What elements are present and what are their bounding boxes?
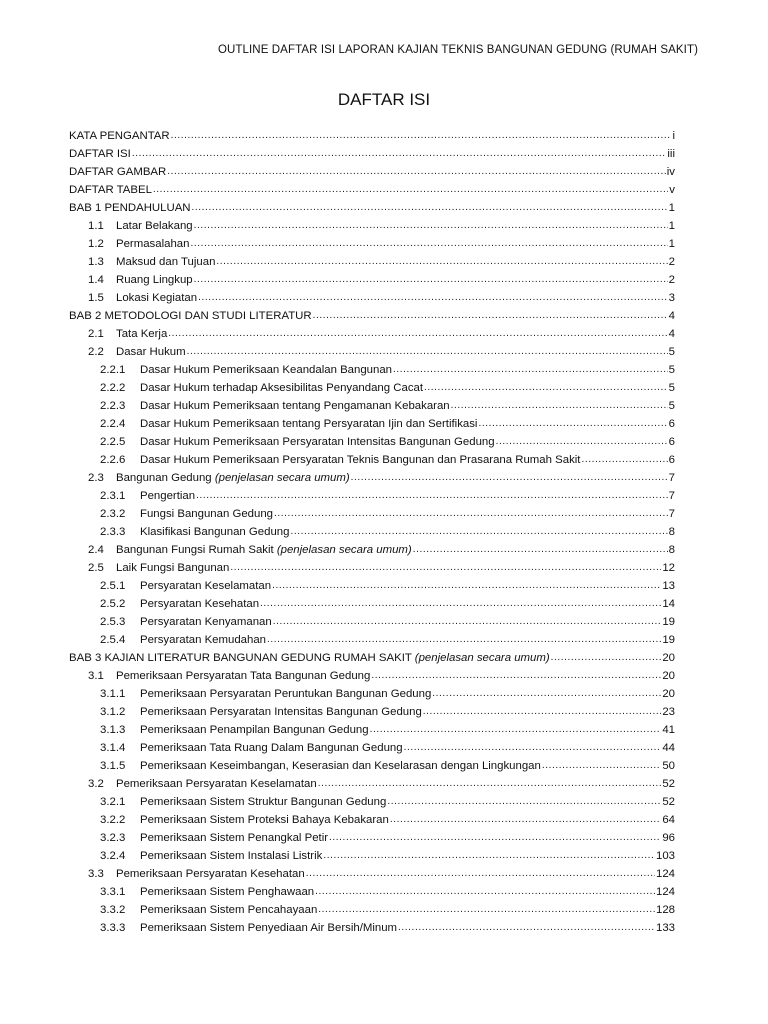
toc-entry-title-text: Laik Fungsi Bangunan [116,562,230,574]
toc-entry[interactable] [69,652,675,670]
toc-entry-title-text: Dasar Hukum Pemeriksaan Persyaratan Intensitas Bangunan Gedung [140,436,495,448]
toc-entry-title-text: Pemeriksaan Sistem Instalasi Listrik [140,850,323,862]
toc-entry-page-number: 6 [668,454,675,466]
toc-entry-number: 1.1 [88,220,104,232]
toc-entry-number: 2.5.4 [100,634,126,646]
toc-entry[interactable] [69,922,675,940]
toc-entry-page-number: 5 [668,382,675,394]
toc-entry-number: 2.2.2 [100,382,126,394]
toc-entry-title [140,886,314,898]
dot-leader [387,796,661,807]
toc-entry-number: 3.1.1 [100,688,126,700]
toc-entry-title-text: Dasar Hukum Pemeriksaan tentang Persyaratan Ijin dan Sertifikasi [140,418,478,430]
toc-entry-page-number: 7 [668,472,675,484]
dot-leader [542,760,661,771]
toc-entry-title-text: Persyaratan Keselamatan [140,580,272,592]
dot-leader [370,724,662,735]
toc-entry-page-number: 14 [662,598,675,610]
toc-entry-title-text: Pemeriksaan Persyaratan Keselamatan [116,778,317,790]
toc-entry[interactable] [69,580,675,598]
toc-entry-page-number: 52 [662,778,675,790]
toc-entry-number: 3.2.3 [100,832,126,844]
toc-entry-title [140,814,389,826]
toc-entry-number: 2.2 [88,346,104,358]
toc-entry-page-number: 12 [662,562,675,574]
toc-entry-title [140,742,403,754]
page-title: DAFTAR ISI [337,90,431,109]
toc-entry-page-number: 5 [668,364,675,376]
toc-entry-title [140,922,397,934]
toc-entry-title [69,184,152,196]
toc-entry-page-number: 20 [662,688,675,700]
toc-entry[interactable] [69,526,675,544]
toc-entry-title [116,274,193,286]
toc-entry[interactable] [69,796,675,814]
toc-entry[interactable] [69,508,675,526]
dot-leader [315,886,655,897]
toc-entry[interactable] [69,148,675,166]
toc-entry-number: 2.2.5 [100,436,126,448]
dot-leader [398,922,655,933]
toc-entry-title [69,310,312,322]
toc-entry-number: 2.2.6 [100,454,126,466]
toc-entry-title [140,634,266,646]
toc-entry-title [140,850,322,862]
dot-leader [413,544,668,555]
toc-entry-page-number: 64 [662,814,675,826]
toc-entry[interactable] [69,418,675,436]
toc-entry-number: 2.5 [88,562,104,574]
toc-entry-title-text: Pemeriksaan Sistem Pencahayaan [140,904,318,916]
dot-leader [192,202,668,213]
toc-entry-page-number: iv [666,166,675,178]
toc-entry-title-text: Pemeriksaan Sistem Proteksi Bahaya Kebakaran [140,814,389,826]
toc-entry-number: 3.3 [88,868,104,880]
toc-entry-title [116,346,186,358]
toc-entry-number: 3.3.1 [100,886,126,898]
toc-entry-title [116,256,215,268]
toc-entry-title [140,526,289,538]
toc-entry-page-number: 20 [662,670,675,682]
toc-entry[interactable] [69,544,675,562]
toc-entry-title-text: DAFTAR GAMBAR [69,166,167,178]
toc-entry-page-number: 124 [655,886,675,898]
dot-leader [260,598,661,609]
toc-entry[interactable] [69,292,675,310]
toc-entry-number: 3.1.5 [100,760,126,772]
toc-entry-title [140,454,580,466]
dot-leader [171,130,672,141]
toc-entry[interactable] [69,562,675,580]
dot-leader [198,292,668,303]
toc-entry-title [140,688,431,700]
toc-entry-title [140,508,273,520]
toc-entry-number: 2.5.2 [100,598,126,610]
toc-entry-number: 3.1.4 [100,742,126,754]
dot-leader [272,580,661,591]
toc-entry-page-number: 7 [668,508,675,520]
dot-leader [290,526,667,537]
toc-entry-page-number: 41 [662,724,675,736]
dot-leader [194,274,668,285]
toc-entry-title [140,418,477,430]
dot-leader [323,850,655,861]
toc-entry-note: (penjelasan secara umum) [214,472,350,484]
toc-entry-title-text: Persyaratan Kemudahan [140,634,267,646]
toc-entry-title-text: DAFTAR TABEL [69,184,152,196]
toc-entry-page-number: 13 [662,580,675,592]
toc-entry-title-text: Bangunan Fungsi Rumah Sakit [116,544,277,556]
toc-entry-title [69,652,550,664]
toc-entry-title [140,400,450,412]
toc-entry-title [140,904,317,916]
toc-entry-number: 2.5.1 [100,580,126,592]
dot-leader [187,346,668,357]
toc-entry[interactable] [69,400,675,418]
dot-leader [274,508,668,519]
toc-entry-page-number: 23 [662,706,675,718]
dot-leader [194,220,668,231]
toc-entry-title [116,562,229,574]
toc-entry-page-number: 103 [655,850,675,862]
toc-entry-title [116,868,305,880]
table-of-contents [69,130,675,940]
toc-entry-page-number: 8 [668,526,675,538]
toc-entry-number: 1.3 [88,256,104,268]
toc-entry-title-text: Pemeriksaan Sistem Struktur Bangunan Gedung [140,796,387,808]
toc-entry[interactable] [69,742,675,760]
toc-entry-page-number: 133 [655,922,675,934]
dot-leader [230,562,661,573]
toc-entry-page-number: 124 [655,868,675,880]
dot-leader [404,742,662,753]
toc-entry-note: (penjelasan secara umum) [276,544,412,556]
toc-entry-title-text: Dasar Hukum Pemeriksaan tentang Pengamanan Kebakaran [140,400,450,412]
toc-entry-title [69,148,131,160]
toc-entry-number: 1.4 [88,274,104,286]
dot-leader [168,328,667,339]
toc-entry-title-text: Pemeriksaan Sistem Penghawaan [140,886,315,898]
toc-entry-number: 2.2.1 [100,364,126,376]
toc-entry-page-number: 2 [668,256,675,268]
toc-entry[interactable] [69,472,675,490]
dot-leader [273,616,662,627]
dot-leader [496,436,668,447]
toc-entry-number: 2.3.3 [100,526,126,538]
toc-entry[interactable] [69,688,675,706]
toc-entry-title-text: Pemeriksaan Persyaratan Kesehatan [116,868,305,880]
toc-entry-page-number: 44 [662,742,675,754]
toc-entry-page-number: 6 [668,418,675,430]
toc-entry-title [140,364,392,376]
toc-entry-number: 1.2 [88,238,104,250]
toc-entry[interactable] [69,760,675,778]
dot-leader [424,382,668,393]
toc-entry[interactable] [69,616,675,634]
toc-entry-number: 2.2.3 [100,400,126,412]
toc-entry-title [140,796,386,808]
toc-entry[interactable] [69,634,675,652]
toc-entry-title [116,472,350,484]
toc-entry-title-text: Ruang Lingkup [116,274,193,286]
toc-entry[interactable] [69,886,675,904]
toc-entry-number: 2.4 [88,544,104,556]
toc-entry-page-number: 3 [668,292,675,304]
dot-leader [196,490,668,501]
toc-entry-title [140,490,195,502]
toc-entry[interactable] [69,274,675,292]
toc-entry[interactable] [69,382,675,400]
toc-entry-title-text: Pemeriksaan Tata Ruang Dalam Bangunan Gedung [140,742,403,754]
toc-entry-number: 2.3 [88,472,104,484]
toc-entry-number: 3.3.2 [100,904,126,916]
dot-leader [351,472,668,483]
toc-entry-number: 2.5.3 [100,616,126,628]
toc-entry[interactable] [69,850,675,868]
toc-entry-page-number: 52 [662,796,675,808]
toc-entry-title [140,598,259,610]
toc-entry-number: 3.1.2 [100,706,126,718]
toc-entry-page-number: 2 [668,274,675,286]
toc-entry-title-text: Pemeriksaan Persyaratan Peruntukan Bangunan Gedung [140,688,432,700]
toc-entry[interactable] [69,814,675,832]
dot-leader [451,400,668,411]
toc-entry-page-number: 20 [662,652,675,664]
dot-leader [313,310,668,321]
toc-entry-title [116,544,412,556]
toc-entry-title [116,292,197,304]
toc-entry-title-text: Pemeriksaan Persyaratan Tata Bangunan Gedung [116,670,371,682]
toc-entry-page-number: 6 [668,436,675,448]
toc-entry-title [140,580,271,592]
toc-entry[interactable] [69,670,675,688]
toc-entry-page-number: 50 [662,760,675,772]
dot-leader [581,454,667,465]
toc-entry-title-text: Lokasi Kegiatan [116,292,198,304]
toc-entry-title-text: Tata Kerja [116,328,168,340]
toc-entry-title-text: Bangunan Gedung [116,472,215,484]
dot-leader [216,256,667,267]
toc-entry-title-text: BAB 3 KAJIAN LITERATUR BANGUNAN GEDUNG RUMAH SAKIT [69,652,415,664]
toc-entry-page-number: 1 [668,238,675,250]
toc-entry-title-text: Fungsi Bangunan Gedung [140,508,273,520]
toc-entry-title-text: Pemeriksaan Persyaratan Intensitas Bangunan Gedung [140,706,422,718]
toc-entry-title [116,328,167,340]
toc-entry[interactable] [69,436,675,454]
toc-entry-title [69,166,166,178]
toc-entry-number: 1.5 [88,292,104,304]
toc-entry-page-number: v [669,184,675,196]
toc-entry-page-number: 1 [668,202,675,214]
toc-entry-page-number: 19 [662,616,675,628]
toc-entry-number: 3.1 [88,670,104,682]
toc-entry-title-text: Pemeriksaan Sistem Penangkal Petir [140,832,329,844]
dot-leader [329,832,661,843]
toc-entry[interactable] [69,364,675,382]
toc-entry-title-text: Maksud dan Tujuan [116,256,216,268]
dot-leader [132,148,667,159]
running-header: OUTLINE DAFTAR ISI LAPORAN KAJIAN TEKNIS BANGUNAN GEDUNG (RUMAH SAKIT) [217,44,698,56]
dot-leader [478,418,667,429]
toc-entry-title [116,778,317,790]
toc-entry-title-text: Persyaratan Kenyamanan [140,616,272,628]
toc-entry-title-text: DAFTAR ISI [69,148,131,160]
dot-leader [432,688,661,699]
toc-entry-title [116,670,370,682]
toc-entry[interactable] [69,490,675,508]
toc-entry-number: 2.2.4 [100,418,126,430]
toc-entry-page-number: 128 [655,904,675,916]
toc-entry-title-text: Dasar Hukum Pemeriksaan Persyaratan Teknis Bangunan dan Prasarana Rumah Sakit [140,454,581,466]
toc-entry-page-number: iii [667,148,675,160]
toc-entry-title [140,832,328,844]
toc-entry-title-text: BAB 2 METODOLOGI DAN STUDI LITERATUR [69,310,312,322]
toc-entry-page-number: 4 [668,310,675,322]
toc-entry-title [140,724,369,736]
toc-entry-title-text: KATA PENGANTAR [69,130,170,142]
dot-leader [167,166,666,177]
toc-entry-page-number: 8 [668,544,675,556]
toc-entry[interactable] [69,598,675,616]
toc-entry-title-text: Dasar Hukum terhadap Aksesibilitas Penyandang Cacat [140,382,424,394]
toc-entry-page-number: 7 [668,490,675,502]
toc-entry-number: 3.2.2 [100,814,126,826]
toc-entry-title-text: Latar Belakang [116,220,193,232]
toc-entry-number: 3.2.4 [100,850,126,862]
toc-entry-note: (penjelasan secara umum) [414,652,550,664]
toc-entry-title-text: Dasar Hukum Pemeriksaan Keandalan Bangunan [140,364,393,376]
toc-entry-number: 2.3.1 [100,490,126,502]
dot-leader [318,904,655,915]
toc-entry[interactable] [69,724,675,742]
toc-entry-title [116,238,189,250]
toc-entry-title [116,220,193,232]
toc-entry-number: 3.2 [88,778,104,790]
toc-entry-page-number: 1 [668,220,675,232]
dot-leader [190,238,667,249]
toc-entry[interactable] [69,220,675,238]
dot-leader [153,184,668,195]
toc-entry-title [140,616,272,628]
toc-entry[interactable] [69,778,675,796]
toc-entry[interactable] [69,328,675,346]
toc-entry-number: 3.2.1 [100,796,126,808]
dot-leader [267,634,661,645]
toc-entry-page-number: 19 [662,634,675,646]
toc-entry[interactable] [69,904,675,922]
dot-leader [390,814,662,825]
toc-entry-title-text: Pemeriksaan Keseimbangan, Keserasian dan Keselarasan dengan Lingkungan [140,760,541,772]
toc-entry[interactable] [69,130,675,148]
toc-entry-number: 3.1.3 [100,724,126,736]
toc-entry-page-number: 5 [668,346,675,358]
toc-entry[interactable] [69,184,675,202]
toc-entry[interactable] [69,706,675,724]
toc-entry-title [140,436,495,448]
toc-entry-number: 2.1 [88,328,104,340]
toc-entry-page-number: 5 [668,400,675,412]
toc-entry[interactable] [69,346,675,364]
toc-entry-title-text: Pengertian [140,490,196,502]
dot-leader [423,706,662,717]
toc-entry[interactable] [69,166,675,184]
dot-leader [393,364,668,375]
toc-entry-number: 3.3.3 [100,922,126,934]
toc-entry-title-text: Persyaratan Kesehatan [140,598,260,610]
toc-entry-title [69,202,191,214]
toc-entry[interactable] [69,310,675,328]
toc-entry-page-number: 96 [662,832,675,844]
toc-entry-title [140,706,422,718]
toc-entry-page-number: 4 [668,328,675,340]
toc-entry[interactable] [69,238,675,256]
toc-entry-title-text: Pemeriksaan Penampilan Bangunan Gedung [140,724,369,736]
toc-entry-title-text: Klasifikasi Bangunan Gedung [140,526,290,538]
toc-entry[interactable] [69,868,675,886]
toc-entry[interactable] [69,454,675,472]
toc-entry-title-text: BAB 1 PENDAHULUAN [69,202,191,214]
toc-entry-title-text: Permasalahan [116,238,190,250]
toc-entry-title [140,382,423,394]
toc-entry[interactable] [69,202,675,220]
toc-entry-page-number: i [672,130,675,142]
toc-entry-title [69,130,170,142]
dot-leader [551,652,662,663]
toc-entry-number: 2.3.2 [100,508,126,520]
toc-entry-title-text: Pemeriksaan Sistem Penyediaan Air Bersih/Minum [140,922,398,934]
toc-entry-title [140,760,541,772]
dot-leader [318,778,662,789]
toc-entry[interactable] [69,832,675,850]
toc-entry-title-text: Dasar Hukum [116,346,186,358]
dot-leader [371,670,661,681]
toc-entry[interactable] [69,256,675,274]
dot-leader [306,868,655,879]
